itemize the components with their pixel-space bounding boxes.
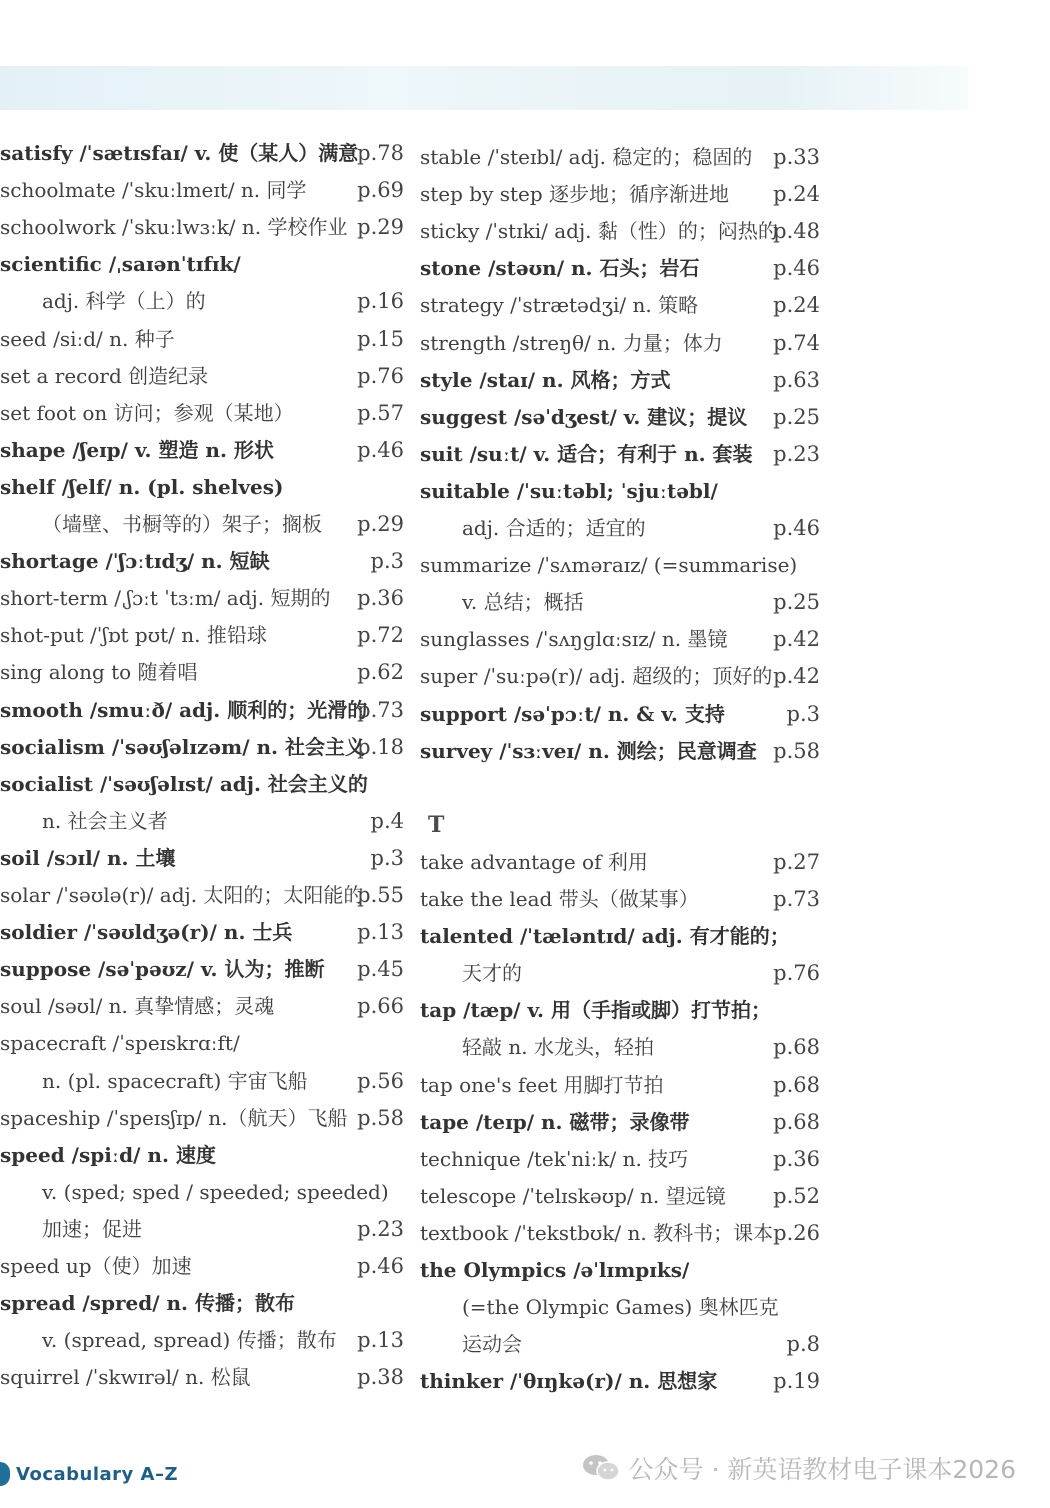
vocab-entry [420,771,820,805]
vocab-entry [0,322,404,356]
vocab-headword-line: spread /spred/ n. 传播；散布 [0,1291,295,1316]
vocab-headword-line: suitable /ˈsuːtəbl; ˈsjuːtəbl/ [420,478,718,503]
wechat-icon [581,1453,621,1483]
vocab-line: v. (spread, spread) 传播；散布 [42,1328,337,1353]
vocab-entry [0,396,404,430]
vocab-entry [420,1327,820,1361]
page-ref: p.15 [357,326,404,351]
vocab-line: take advantage of 利用 [420,849,648,874]
vocab-entry [420,1290,820,1324]
watermark [581,1448,1016,1488]
vocab-entry [420,140,820,174]
vocab-headword-line: soil /sɔɪl/ n. 土壤 [0,845,176,870]
vocab-line: 轻敲 n. 水龙头，轻拍 [462,1035,654,1060]
page-ref: p.29 [357,512,404,536]
vocab-entry [0,359,404,393]
page-ref: p.29 [357,215,404,240]
page-ref: p.3 [370,845,404,870]
vocab-entry [0,507,404,541]
vocab-entry [0,1360,404,1394]
page-ref: p.76 [357,363,404,388]
vocab-entry [420,1105,820,1139]
vocab-line: set a record 创造纪录 [0,363,209,388]
page-ref: p.13 [357,920,404,945]
page-ref: p.45 [357,957,404,982]
page-ref: p.25 [773,590,820,615]
vocab-entry [420,956,820,990]
vocab-entry [420,363,820,397]
page-ref: p.73 [773,887,820,911]
vocab-entry [420,845,820,879]
page-ref: p.78 [357,141,404,165]
vocab-entry [420,919,820,953]
vocab-line: squirrel /ˈskwɪrəl/ n. 松鼠 [0,1365,251,1390]
page-ref: p.3 [370,549,404,574]
vocab-entry [0,1138,404,1172]
vocab-entry [420,697,820,731]
page-ref: p.33 [773,145,820,169]
vocab-entry [0,1286,404,1320]
vocab-headword-line: survey /ˈsɜːveɪ/ n. 测绘；民意调查 [420,738,757,763]
vocab-entry [420,734,820,768]
footer-label: Vocabulary A–Z [16,1463,179,1485]
vocab-headword-line: socialist /ˈsəʊʃəlɪst/ adj. 社会主义的 [0,771,368,796]
page-ref: p.16 [357,289,404,314]
vocab-line: v. 总结；概括 [462,590,584,615]
vocab-line: telescope /ˈtelɪskəʊp/ n. 望远镜 [420,1183,726,1208]
vocab-entry [420,288,820,322]
vocab-entry [0,767,404,801]
vocab-headword-line: style /staɪ/ n. 风格；方式 [420,367,671,392]
page-ref: p.42 [773,664,820,689]
vocab-line: sunglasses /ˈsʌŋɡlɑːsɪz/ n. 墨镜 [420,627,728,652]
vocab-line: schoolmate /ˈskuːlmeɪt/ n. 同学 [0,178,307,203]
vocab-line: spaceship /ˈspeɪsʃɪp/ n.（航天）飞船 [0,1105,348,1130]
header-band [0,66,968,110]
vocab-entry [0,841,404,875]
page-ref: p.27 [773,849,820,874]
vocab-entry [420,437,820,471]
page-ref: p.25 [773,404,820,429]
vocab-entry [420,993,820,1027]
vocab-line: adj. 合适的；适宜的 [462,516,646,540]
vocab-headword-line: tape /teɪp/ n. 磁带；录像带 [420,1109,690,1134]
vocab-line: sticky /ˈstɪki/ adj. 黏（性）的；闷热的 [420,219,778,244]
vocab-line: technique /tekˈniːk/ n. 技巧 [420,1146,689,1171]
vocab-headword-line: the Olympics /əˈlɪmpɪks/ [420,1258,690,1282]
page-ref: p.13 [357,1328,404,1353]
vocab-entry [0,210,404,244]
vocab-entry [0,915,404,949]
vocab-entry [0,1323,404,1357]
vocab-entry [0,878,404,912]
page-ref: p.36 [357,586,404,611]
vocab-headword-line: soldier /ˈsəʊldʒə(r)/ n. 士兵 [0,920,293,945]
vocab-line: short-term /ˌʃɔːt ˈtɜːm/ adj. 短期的 [0,586,331,611]
vocab-line: strength /streŋθ/ n. 力量；体力 [420,330,723,355]
page-ref: p.46 [357,1254,404,1278]
vocab-entry [420,1253,820,1287]
vocab-entry [0,581,404,615]
page-ref: p.74 [773,330,820,355]
vocab-entry [420,1179,820,1213]
vocab-headword-line: smooth /smuːð/ adj. 顺利的；光滑的 [0,697,368,722]
vocab-entry [0,470,404,504]
page-ref: p.46 [357,437,404,462]
vocab-entry [420,1216,820,1250]
vocab-line: step by step 逐步地；循序渐进地 [420,182,730,207]
vocab-line: textbook /ˈtekstbʊk/ n. 教科书；课本 [420,1220,774,1245]
vocab-headword-line: suggest /səˈdʒest/ v. 建议；提议 [420,404,748,429]
vocab-entry [0,730,404,764]
page-ref: p.3 [786,701,820,726]
vocab-line: tap one's feet 用脚打节拍 [420,1072,664,1097]
page-ref: p.46 [773,516,820,540]
page-ref: p.8 [786,1332,820,1357]
page-ref: p.36 [773,1146,820,1171]
vocab-line: (=the Olympic Games) 奥林匹克 [462,1295,779,1320]
vocab-entry [0,1249,404,1283]
vocab-line: take the lead 带头（做某事） [420,887,699,911]
page-ref: p.68 [773,1035,820,1060]
vocab-entry [420,882,820,916]
vocab-entry [0,136,404,170]
vocab-line: （墙壁、书橱等的）架子；搁板 [42,512,322,536]
page-ref: p.46 [773,256,820,281]
vocab-entry [420,585,820,619]
page-ref: p.57 [357,400,404,425]
section-heading-row [420,808,820,842]
vocab-entry [0,173,404,207]
vocab-entry [420,548,820,582]
vocab-line: soul /səʊl/ n. 真挚情感；灵魂 [0,994,275,1019]
vocab-headword-line: shelf /ʃelf/ n. (pl. shelves) [0,474,284,499]
vocab-headword-line: shortage /ˈʃɔːtɪdʒ/ n. 短缺 [0,549,270,574]
vocab-entry [0,952,404,986]
page-ref: p.42 [773,627,820,652]
vocab-entry [0,433,404,467]
vocab-entry [420,622,820,656]
vocab-entry [0,544,404,578]
watermark-text: 公众号 · 新英语教材电子课本2026 [628,1455,1016,1484]
vocab-line: summarize /ˈsʌməraɪz/ (=summarise) [420,553,798,578]
page-ref: p.55 [357,883,404,907]
page-ref: p.63 [773,367,820,392]
vocab-entry [420,1030,820,1064]
vocab-entry [420,177,820,211]
vocab-entry [420,326,820,360]
vocab-headword-line: support /səˈpɔːt/ n. & v. 支持 [420,701,725,726]
page-ref: p.58 [773,738,820,763]
page-ref: p.69 [357,178,404,203]
vocab-line: schoolwork /ˈskuːlwɜːk/ n. 学校作业 [0,215,348,240]
vocab-line: set foot on 访问；参观（某地） [0,400,294,425]
page-ref: p.52 [773,1183,820,1208]
vocab-line: adj. 科学（上）的 [42,289,206,314]
vocab-line: 加速；促进 [42,1216,142,1241]
vocab-entry [420,659,820,693]
vocab-line: n. (pl. spacecraft) 宇宙飞船 [42,1068,308,1093]
section-letter: T [428,811,445,838]
vocab-headword-line: suit /suːt/ v. 适合；有利于 n. 套装 [420,441,753,466]
page-ref: p.38 [357,1365,404,1390]
vocab-entry [420,1364,820,1398]
page-ref: p.24 [773,293,820,318]
page-ref: p.4 [370,808,404,833]
vocab-headword-line: speed /spiːd/ n. 速度 [0,1142,216,1167]
vocab-line: n. 社会主义者 [42,808,168,833]
vocab-headword-line: suppose /səˈpəʊz/ v. 认为；推断 [0,957,325,982]
vocab-entry [0,1212,404,1246]
vocab-entry [420,474,820,508]
vocab-entry [420,400,820,434]
vocab-headword-line: tap /tæp/ v. 用（手指或脚）打节拍； [420,998,771,1023]
vocab-headword-line: satisfy /ˈsætɪsfaɪ/ v. 使（某人）满意 [0,141,359,165]
page-ref: p.58 [357,1105,404,1130]
page-ref: p.66 [357,994,404,1019]
vocab-entry [0,693,404,727]
vocab-entry [420,214,820,248]
vocab-entry [0,989,404,1023]
vocab-entry [420,251,820,285]
page-ref: p.19 [773,1369,820,1394]
footer-marker [0,1462,10,1486]
page-ref: p.68 [773,1109,820,1134]
vocab-line: strategy /ˈstrætədʒi/ n. 策略 [420,293,699,318]
vocab-line: 运动会 [462,1332,522,1357]
vocab-line: super /ˈsuːpə(r)/ adj. 超级的；顶好的 [420,664,773,689]
vocab-headword-line: stone /stəʊn/ n. 石头；岩石 [420,256,700,281]
vocab-line: sing along to 随着唱 [0,660,198,685]
vocab-headword-line: socialism /ˈsəʊʃəlɪzəm/ n. 社会主义 [0,734,365,759]
vocab-entry [0,284,404,318]
vocab-entry [0,1026,404,1060]
vocab-line: stable /ˈsteɪbl/ adj. 稳定的；稳固的 [420,145,753,169]
vocab-line: v. (sped; sped / speeded; speeded) [42,1179,389,1204]
page-ref: p.72 [357,623,404,648]
vocab-entry [0,1175,404,1209]
vocab-entry [0,655,404,689]
vocab-entry [0,1101,404,1135]
vocab-headword-line: shape /ʃeɪp/ v. 塑造 n. 形状 [0,437,274,462]
page-ref: p.23 [773,441,820,466]
vocab-entry [420,1068,820,1102]
vocab-line: spacecraft /ˈspeɪskrɑːft/ [0,1031,240,1056]
page-ref: p.18 [357,734,404,759]
vocab-entry [0,1064,404,1098]
vocab-entry [420,511,820,545]
vocab-entry [420,1142,820,1176]
page-ref: p.26 [773,1220,820,1245]
vocab-entry [0,618,404,652]
page-ref: p.48 [773,219,820,244]
vocab-line: shot-put /ˈʃɒt pʊt/ n. 推铅球 [0,623,267,648]
vocab-entry [0,247,404,281]
page-ref: p.24 [773,182,820,207]
vocab-headword-line: thinker /ˈθɪŋkə(r)/ n. 思想家 [420,1369,718,1394]
page-ref: p.73 [357,697,404,722]
vocab-line: solar /ˈsəʊlə(r)/ adj. 太阳的；太阳能的 [0,883,364,907]
vocab-line: speed up（使）加速 [0,1254,192,1278]
page-ref: p.76 [773,961,820,986]
page-ref: p.68 [773,1072,820,1097]
page-ref: p.23 [357,1216,404,1241]
vocab-line: seed /siːd/ n. 种子 [0,326,175,351]
vocab-headword-line: talented /ˈtæləntɪd/ adj. 有才能的； [420,924,790,949]
vocab-headword-line: scientific /ˌsaɪənˈtɪfɪk/ [0,252,241,277]
page-ref: p.56 [357,1068,404,1093]
vocab-entry [0,804,404,838]
page-ref: p.62 [357,660,404,685]
vocab-line: 天才的 [462,961,522,986]
footer [0,1458,178,1490]
